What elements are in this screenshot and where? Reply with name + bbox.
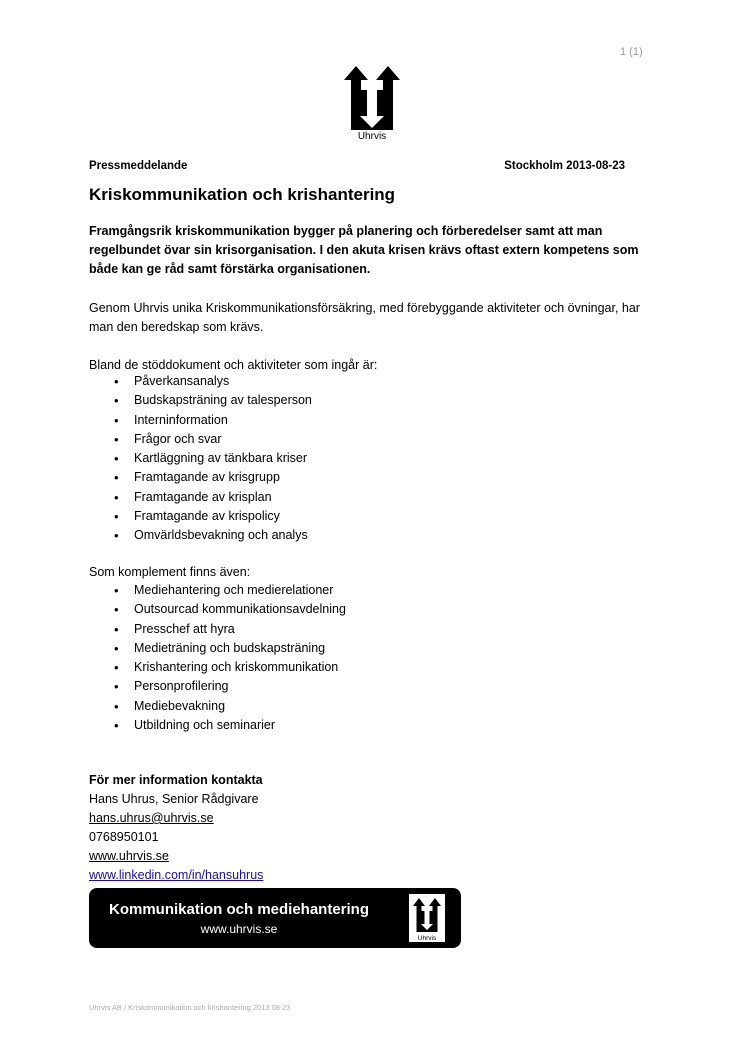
banner-subtitle: www.uhrvis.se <box>200 922 278 936</box>
document-date: Stockholm 2013-08-23 <box>504 160 625 172</box>
contact-heading: För mer information kontakta <box>89 773 263 787</box>
list1-intro: Bland de stöddokument och aktiviteter som ingår är: <box>89 358 378 372</box>
list2-intro: Som komplement finns även: <box>89 565 251 579</box>
banner-logo-text: Uhrvis <box>417 935 437 942</box>
list-item: • Framtagande av krisplan <box>89 488 312 507</box>
logo-text: Uhrvis <box>357 131 387 142</box>
contact-linkedin-link[interactable]: www.linkedin.com/in/hansuhrus <box>89 868 264 882</box>
list-item: • Budskapsträning av talesperson <box>89 391 312 410</box>
banner-logo-icon <box>409 894 445 942</box>
contact-block <box>89 771 263 885</box>
page-title: Kriskommunikation och krishantering <box>89 185 396 204</box>
list-item: • Medieträning och budskapsträning <box>89 639 346 658</box>
list-item: • Kartläggning av tänkbara kriser <box>89 449 312 468</box>
list-item: • Påverkansanalys <box>89 372 312 391</box>
list-item: • Presschef att hyra <box>89 620 346 639</box>
list-item: • Outsourcad kommunikationsavdelning <box>89 600 346 619</box>
lead-paragraph: Framgångsrik kriskommunikation bygger på planering och förberedelser samt att man regelbundet övar sin krisorganisation. I den akuta krisen krävs oftast extern kompetens som både kan ge råd samt förstärka organisationen. <box>89 224 639 276</box>
list-item: • Framtagande av krispolicy <box>89 507 312 526</box>
page-footer: Uhrvis AB / Kriskommunikation och krishantering 2013 08 23 <box>89 1003 291 1012</box>
list-item: • Omvärldsbevakning och analys <box>89 526 312 545</box>
contact-phone: 0768950101 <box>89 830 159 844</box>
list-item: • Interninformation <box>89 411 312 430</box>
contact-email-link[interactable]: hans.uhrus@uhrvis.se <box>89 811 214 825</box>
list-item: • Utbildning och seminarier <box>89 716 346 735</box>
document-type: Pressmeddelande <box>89 160 188 172</box>
page-number: 1 (1) <box>620 46 643 58</box>
uhrvis-logo <box>340 60 404 142</box>
list-item: • Framtagande av krisgrupp <box>89 468 312 487</box>
company-banner <box>89 888 461 948</box>
complement-list <box>89 581 346 735</box>
contact-web-link[interactable]: www.uhrvis.se <box>89 849 169 863</box>
list-item: • Krishantering och kriskommunikation <box>89 658 346 677</box>
list-item: • Frågor och svar <box>89 430 312 449</box>
list-item: • Mediehantering och medierelationer <box>89 581 346 600</box>
list-item: • Personprofilering <box>89 677 346 696</box>
banner-title: Kommunikation och mediehantering <box>108 901 370 918</box>
intro-paragraph: Genom Uhrvis unika Kriskommunikationsförsäkring, med förebyggande aktiviteter och övningar, har man den beredskap som krävs. <box>89 301 640 334</box>
contact-name: Hans Uhrus, Senior Rådgivare <box>89 792 259 806</box>
support-list <box>89 372 312 546</box>
list-item: • Mediebevakning <box>89 697 346 716</box>
